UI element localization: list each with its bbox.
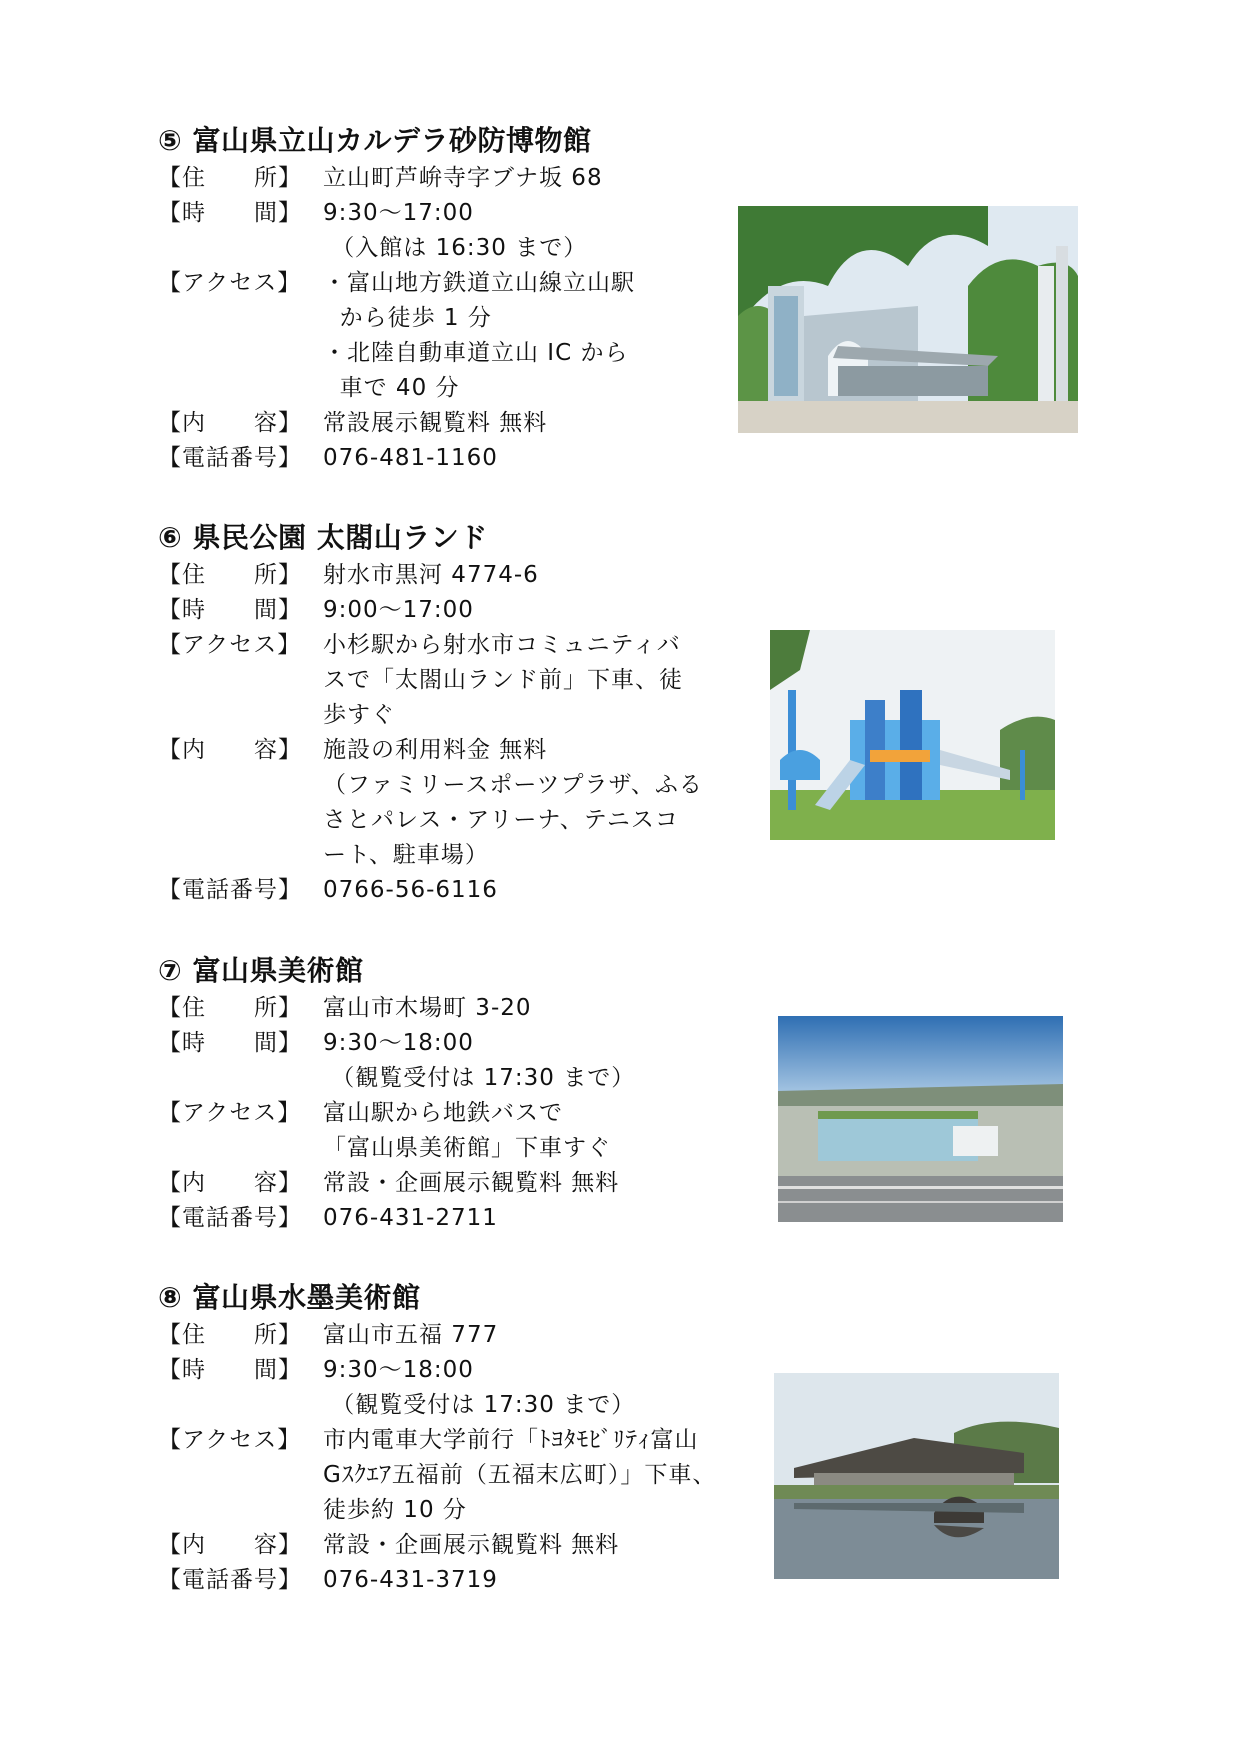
label: 【内 容】 xyxy=(158,410,302,436)
value: 徒歩約 10 分 xyxy=(323,1497,467,1523)
info-row-phone xyxy=(158,441,1158,476)
label: 【住 所】 xyxy=(158,1322,302,1348)
value: 0766-56-6116 xyxy=(323,877,498,903)
value: から徒歩 1 分 xyxy=(323,305,492,331)
value: 富山市木場町 3-20 xyxy=(323,995,532,1021)
section-title: ⑥ 県民公園 太閤山ランド xyxy=(158,521,488,554)
info-row-hours xyxy=(158,593,1158,628)
value: 立山町芦峅寺字ブナ坂 68 xyxy=(323,165,603,191)
photo-taikoyama-playground xyxy=(770,630,1055,840)
value: 9:30～17:00 xyxy=(323,200,474,226)
label: 【アクセス】 xyxy=(158,270,302,296)
label: 【時 間】 xyxy=(158,200,302,226)
value: ・北陸自動車道立山 IC から xyxy=(323,340,629,366)
value: 小杉駅から射水市コミュニティバ xyxy=(323,632,681,658)
value: Gｽｸｴｱ五福前（五福末広町）」下車、 xyxy=(323,1462,717,1488)
label: 【アクセス】 xyxy=(158,632,302,658)
info-row-address xyxy=(158,161,1158,196)
label: 【内 容】 xyxy=(158,737,302,763)
value: スで「太閤山ランド前」下車、徒 xyxy=(323,667,683,693)
label: 【内 容】 xyxy=(158,1532,302,1558)
value: 富山市五福 777 xyxy=(323,1322,499,1348)
section-title: ⑤ 富山県立山カルデラ砂防博物館 xyxy=(158,124,592,157)
info-row-address xyxy=(158,1318,1158,1353)
photo-toyama-art-museum xyxy=(778,1016,1063,1222)
value: 076-481-1160 xyxy=(323,445,498,471)
value: 歩すぐ xyxy=(323,702,395,728)
value: 富山駅から地鉄バスで xyxy=(323,1100,563,1126)
label: 【住 所】 xyxy=(158,562,302,588)
value: 9:30～18:00 xyxy=(323,1357,474,1383)
label: 【住 所】 xyxy=(158,995,302,1021)
photo-caldera-museum xyxy=(738,206,1078,433)
label: 【電話番号】 xyxy=(158,1567,302,1593)
value: （入館は 16:30 まで） xyxy=(323,235,588,261)
photo-suiboku-museum xyxy=(774,1373,1059,1579)
label: 【住 所】 xyxy=(158,165,302,191)
label: 【時 間】 xyxy=(158,597,302,623)
value: （ファミリースポーツプラザ、ふる xyxy=(323,772,703,798)
value: 車で 40 分 xyxy=(323,375,460,401)
value: ・富山地方鉄道立山線立山駅 xyxy=(323,270,635,296)
value: 施設の利用料金 無料 xyxy=(323,737,548,763)
info-row-address xyxy=(158,558,1158,593)
value: 076-431-2711 xyxy=(323,1205,498,1231)
label: 【時 間】 xyxy=(158,1030,302,1056)
value: 076-431-3719 xyxy=(323,1567,498,1593)
value: 「富山県美術館」下車すぐ xyxy=(323,1135,611,1161)
value: 常設・企画展示観覧料 無料 xyxy=(323,1532,620,1558)
value: 9:30～18:00 xyxy=(323,1030,474,1056)
section-title: ⑦ 富山県美術館 xyxy=(158,954,364,987)
value: （観覧受付は 17:30 まで） xyxy=(323,1392,636,1418)
info-row-phone xyxy=(158,873,1158,908)
section-title: ⑧ 富山県水墨美術館 xyxy=(158,1281,421,1314)
label: 【内 容】 xyxy=(158,1170,302,1196)
value: 市内電車大学前行「ﾄﾖﾀﾓﾋﾞﾘﾃｨ富山 xyxy=(323,1427,699,1453)
label: 【アクセス】 xyxy=(158,1100,302,1126)
value: 9:00～17:00 xyxy=(323,597,474,623)
value: 射水市黒河 4774-6 xyxy=(323,562,539,588)
label: 【時 間】 xyxy=(158,1357,302,1383)
value: （観覧受付は 17:30 まで） xyxy=(323,1065,636,1091)
label: 【電話番号】 xyxy=(158,1205,302,1231)
value: ート、駐車場） xyxy=(323,842,489,868)
value: 常設・企画展示観覧料 無料 xyxy=(323,1170,620,1196)
label: 【アクセス】 xyxy=(158,1427,302,1453)
value: さとパレス・アリーナ、テニスコ xyxy=(323,807,679,833)
value: 常設展示観覧料 無料 xyxy=(323,410,548,436)
label: 【電話番号】 xyxy=(158,877,302,903)
label: 【電話番号】 xyxy=(158,445,302,471)
